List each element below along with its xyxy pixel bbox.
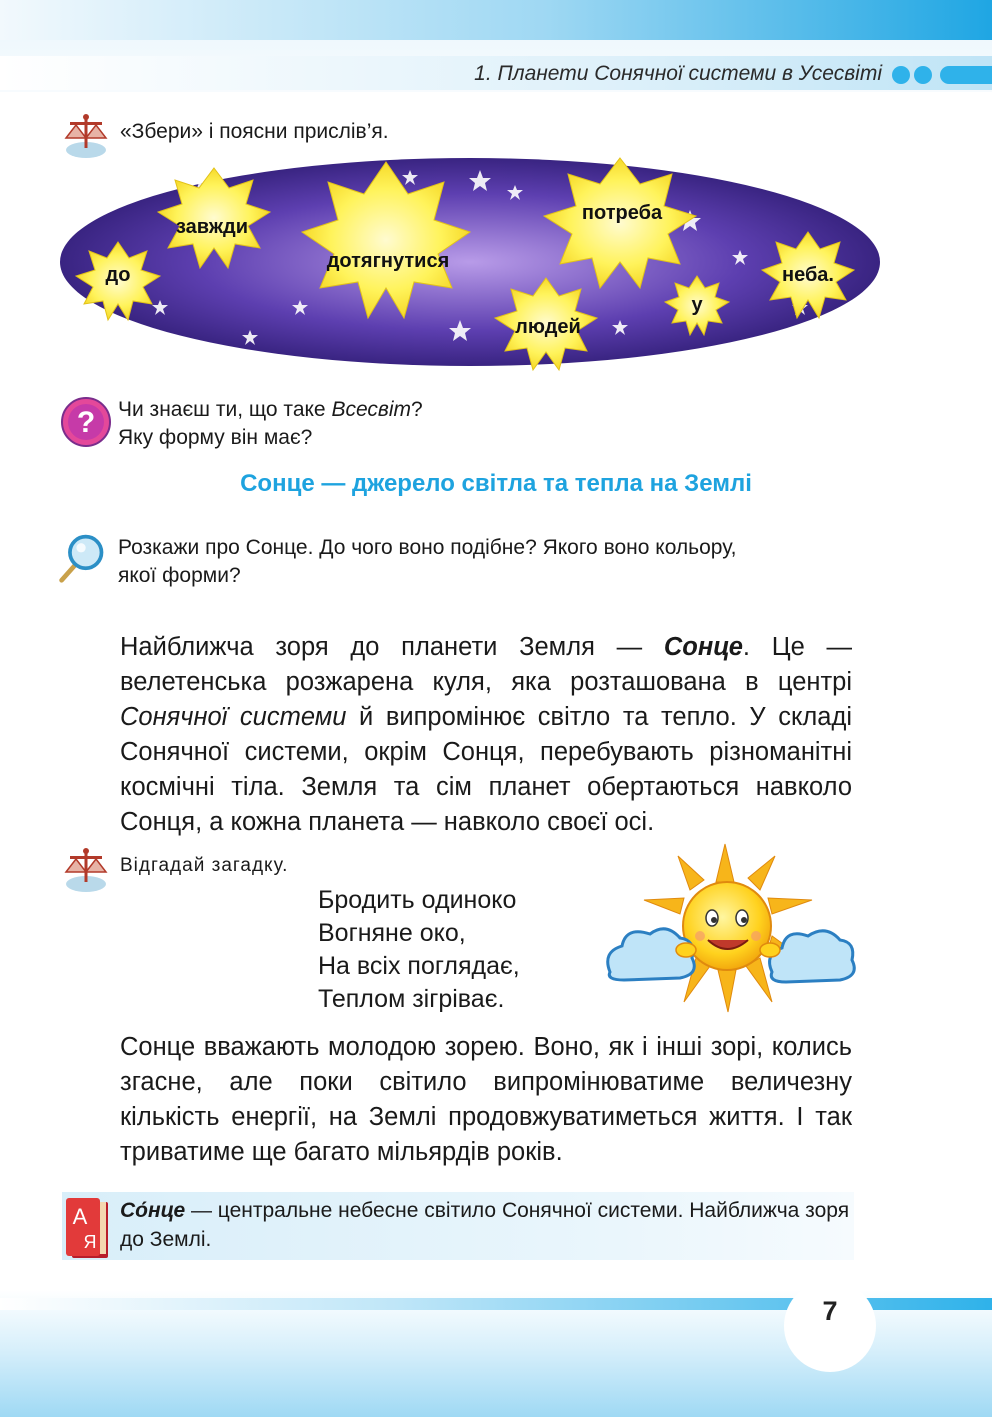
riddle-line: Бродить одиноко [318, 886, 517, 914]
header-dot [914, 66, 932, 84]
task-tell-line2: якої форми? [118, 564, 241, 587]
definition-term: Со́нце [120, 1199, 186, 1222]
paragraph-sun-description: Найближча зоря до планети Земля — Сонце. Це — велетенська розжарена куля, яка розташована в центрі Сонячної системи й випромінює світло та тепло. У складі Сонячної системи, окрім Сонця, перебувають різноманітні космічні тіла. Земля та сім планет обертаються навколо Сонця, а кожна планета — навколо своєї осі. [120, 633, 852, 836]
section-heading: Сонце — джерело світла та тепла на Землі [240, 470, 752, 497]
definition-text: Со́нце — центральне небесне світило Сонячної системи. Найближча зоря до Землі. [120, 1199, 850, 1251]
svg-text:А: А [72, 1204, 88, 1229]
smiling-sun-illustration [600, 842, 860, 1018]
word-do: до [105, 264, 131, 286]
task-proverb-label: «Збери» і поясни прислів’я. [120, 120, 389, 143]
chapter-title: 1. Планети Сонячної системи в Усесвіті [474, 62, 882, 85]
task-riddle-label: Відгадай загадку. [120, 855, 289, 876]
task-tell-line1: Розкажи про Сонце. До чого воно подібне? Якого воно кольору, [118, 536, 737, 559]
page-number: 7 [822, 1296, 838, 1326]
riddle-line: Вогняне око, [318, 919, 466, 947]
task-question-line1: Чи знаєш ти, що таке Всесвіт? [118, 398, 423, 421]
dictionary-icon [62, 1196, 112, 1262]
word-dotiahnutysia: дотягнутися [326, 250, 450, 272]
magnifier-icon [56, 532, 108, 584]
scales-icon [60, 842, 112, 894]
task-question-line2: Яку форму він має? [118, 426, 313, 449]
riddle-line: Теплом зігріває. [318, 985, 505, 1013]
header-dot [892, 66, 910, 84]
word-neba: неба. [782, 264, 834, 286]
question-icon [60, 396, 112, 448]
svg-text:Я: Я [83, 1232, 97, 1252]
paragraph-sun-future: Сонце вважають молодою зорею. Воно, як і інші зорі, колись згасне, але поки світило випромінюватиме величезну кількість енергії, на Землі продовжуватиметься життя. І так триватиме ще багато мільярдів років. [120, 1033, 852, 1166]
word-u: у [691, 294, 703, 316]
word-lyudei: людей [515, 316, 581, 338]
riddle-line: На всіх поглядає, [318, 952, 520, 980]
riddle-poem [318, 884, 520, 1016]
word-potreba: потреба [581, 202, 663, 224]
word-zavzhdy: завжди [175, 216, 249, 238]
proverb-night-sky [0, 150, 992, 380]
svg-text:?: ? [76, 406, 96, 439]
top-bar [0, 0, 992, 40]
header-bar-end [940, 66, 992, 84]
